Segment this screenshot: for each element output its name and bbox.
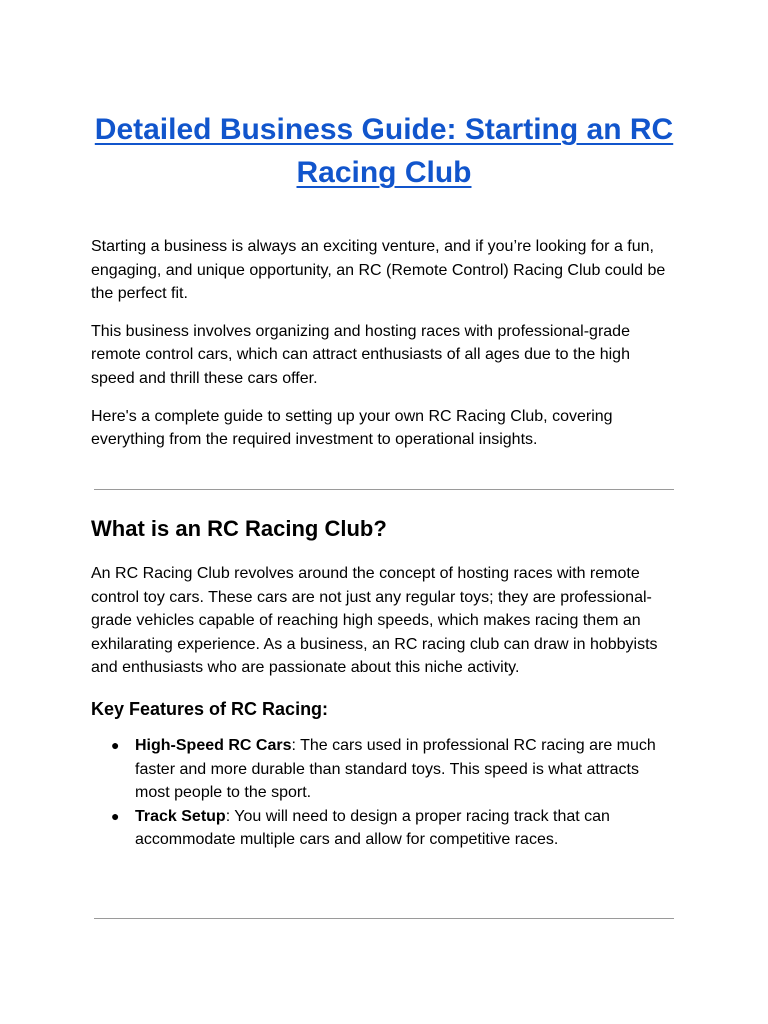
list-item-track-setup [91,805,677,852]
horizontal-divider-1 [94,489,674,490]
bullet-icon: ● [111,736,120,753]
section-paragraph: An RC Racing Club revolves around the concept of hosting races with remote control toy cars. These cars are not just any regular toys; they are professional-grade vehicles capable of reaching high speeds, which makes racing them an exhilarating experience. As a business, an RC racing club can draw in hobbyists and enthusiasts who are passionate about this niche activity. [91,565,658,677]
intro-paragraph-3: Here's a complete guide to setting up your own RC Racing Club, covering everything from the required investment to operational insights. [91,407,613,449]
section-heading: What is an RC Racing Club? [91,516,387,541]
feature-term: Track Setup [135,807,226,825]
intro-paragraph-1: Starting a business is always an exciting venture, and if you’re looking for a fun, engaging, and unique opportunity, an RC (Remote Control) Racing Club could be the perfect fit. [91,238,666,303]
feature-term: High-Speed RC Cars [135,736,292,754]
list-item-high-speed [91,734,677,805]
feature-text: : The cars used in professional RC racing are much faster and more durable than standard toys. This speed is what attracts most people to the sport. [135,736,656,802]
feature-text: : You will need to design a proper racing track that can accommodate multiple cars and allow for competitive races. [135,807,610,849]
features-list [91,734,677,852]
intro-section [91,235,677,466]
subsection-heading: Key Features of RC Racing: [91,698,329,719]
document-title-link[interactable]: Detailed Business Guide: Starting an RC Racing Club [94,113,674,189]
horizontal-divider-2 [94,918,674,919]
bullet-icon: ● [111,807,120,824]
section-body [91,562,677,852]
intro-paragraph-2: This business involves organizing and hosting races with professional-grade remote control cars, which can attract enthusiasts of all ages due to the high speed and thrill these cars offer. [91,322,630,387]
